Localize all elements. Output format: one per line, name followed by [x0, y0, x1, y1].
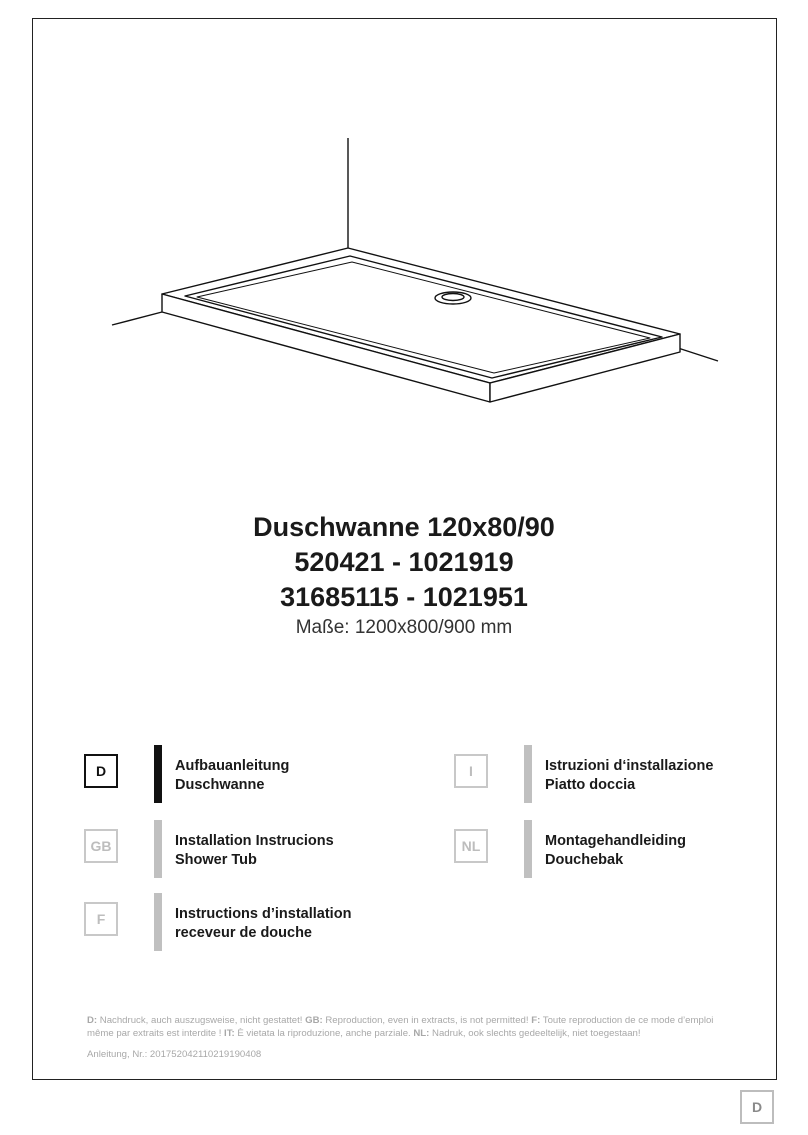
- disclaimer-f-label: F:: [531, 1015, 541, 1026]
- language-entry-f[interactable]: [84, 893, 351, 951]
- product-title: Duschwanne 120x80/90: [253, 512, 555, 542]
- shower-tray-illustration: [108, 138, 723, 408]
- language-title: [545, 757, 713, 794]
- language-title-line2: Duschwanne: [175, 776, 265, 793]
- title-block: [0, 510, 808, 641]
- language-code-box: I: [454, 754, 488, 788]
- language-title: [175, 905, 351, 942]
- language-title-line1: Montagehandleiding: [545, 833, 686, 849]
- language-entry-nl[interactable]: [454, 820, 686, 878]
- language-bar: [154, 745, 162, 803]
- disclaimer-it-text: È vietata la riproduzione, anche parziale.: [234, 1028, 414, 1039]
- article-numbers-2: 31685115 - 1021951: [280, 582, 528, 612]
- language-entry-d[interactable]: [84, 745, 289, 803]
- language-title-line2: Shower Tub: [175, 851, 257, 868]
- disclaimer-d-text: Nachdruck, auch auszugsweise, nicht gestattet!: [97, 1015, 306, 1026]
- language-code-box: F: [84, 902, 118, 936]
- language-title-line2: Douchebak: [545, 851, 624, 868]
- article-numbers-1: 520421 - 1021919: [294, 547, 514, 577]
- language-title-line2: Piatto doccia: [545, 776, 636, 793]
- copyright-disclaimer: [87, 1014, 727, 1040]
- language-title-line1: Installation Instrucions: [175, 833, 334, 849]
- page-language-badge: D: [740, 1090, 774, 1124]
- language-bar: [154, 820, 162, 878]
- language-code-box: D: [84, 754, 118, 788]
- language-bar: [154, 893, 162, 951]
- language-title-line1: Aufbauanleitung: [175, 758, 290, 774]
- language-title-line1: Instructions d’installation: [175, 906, 352, 922]
- disclaimer-gb-text: Reproduction, even in extracts, is not permitted!: [322, 1015, 532, 1026]
- language-entry-i[interactable]: [454, 745, 713, 803]
- dimensions: Maße: 1200x800/900 mm: [295, 617, 513, 638]
- language-title: [175, 757, 289, 794]
- disclaimer-f-text: Toute reproduction de ce mode d’emploi même par extraits est interdite !: [87, 1015, 714, 1039]
- disclaimer-gb-label: GB:: [305, 1015, 323, 1026]
- language-bar: [524, 820, 532, 878]
- language-title-line2: receveur de douche: [175, 924, 312, 941]
- language-title-line1: Istruzioni d‘installazione: [545, 758, 714, 774]
- language-code-box: NL: [454, 829, 488, 863]
- language-bar: [524, 745, 532, 803]
- language-title: [175, 832, 334, 869]
- disclaimer-nl-text: Nadruk, ook slechts gedeeltelijk, niet toegestaan!: [429, 1028, 641, 1039]
- document-number: Anleitung, Nr.: 201752042110219190408: [87, 1049, 262, 1060]
- disclaimer-it-label: IT:: [224, 1028, 235, 1039]
- disclaimer-nl-label: NL:: [413, 1028, 430, 1039]
- disclaimer-d-label: D:: [87, 1015, 98, 1026]
- language-title: [545, 832, 686, 869]
- language-code-box: GB: [84, 829, 118, 863]
- language-entry-gb[interactable]: [84, 820, 334, 878]
